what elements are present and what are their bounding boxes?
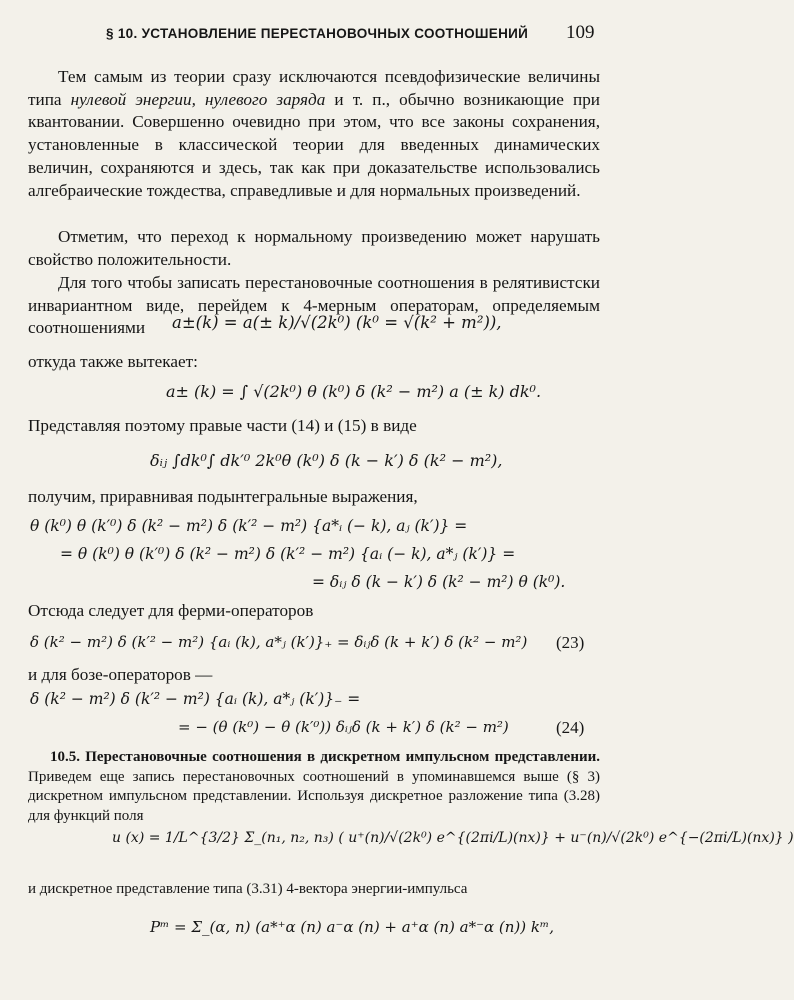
equation-24-number: (24) xyxy=(556,718,585,737)
equation-23: δ (k² − m²) δ (k′² − m²) {aᵢ (k), a*ⱼ (k′)}₊ = δᵢⱼδ (k + k′) δ (k² − m²) xyxy=(30,633,528,651)
text-boze: и для бозе-операторов — xyxy=(28,665,213,684)
equation-24-line1: δ (k² − m²) δ (k′² − m²) {aᵢ (k), a*ⱼ (k′)}₋ = xyxy=(30,690,361,708)
equation-a-pm: a±(k) = a(± k)/√(2k⁰) (k⁰ = √(k² + m²)), xyxy=(172,313,502,332)
text-diskretnoe: и дискретное представление типа (3.31) 4-вектора энергии-импульса xyxy=(28,881,468,897)
running-header: § 10. УСТАНОВЛЕНИЕ ПЕРЕСТАНОВОЧНЫХ СООТНОШЕНИЙ xyxy=(106,26,529,41)
text-poluchim: получим, приравнивая подынтегральные выражения, xyxy=(28,487,418,506)
equation-a-integral: a± (k) = ∫ √(2k⁰) θ (k⁰) δ (k² − m²) a (± k) dk⁰. xyxy=(166,382,542,401)
equation-energy-momentum: Pᵐ = Σ_(α, n) (a*⁺α (n) a⁻α (n) + a⁺α (n) a*⁻α (n)) kᵐ, xyxy=(150,918,554,936)
text-predstavlyaya: Представляя поэтому правые части (14) и (15) в виде xyxy=(28,416,417,435)
equation-theta-line3: = δᵢⱼ δ (k − k′) δ (k² − m²) θ (k⁰). xyxy=(312,573,566,591)
paragraph-1: Тем самым из теории сразу исключаются псевдофизические величины типа нулевой энергии, нулевого заряда и т. п., обычно возникающие при квантовании. Совершенно очевидно при этом, что все законы сохранения, установленные в классической теории для введенных динамических величин, сохраняются и здесь, так как при доказательстве использовались алгебраические тождества, справедливые и для нормальных произведений. xyxy=(28,67,600,200)
equation-theta-line2: = θ (k⁰) θ (k′⁰) δ (k² − m²) δ (k′² − m²) {aᵢ (− k), a*ⱼ (k′)} = xyxy=(60,545,516,563)
equation-24-line2: = − (θ (k⁰) − θ (k′⁰)) δᵢⱼδ (k + k′) δ (k² − m²) xyxy=(178,718,509,736)
equation-23-number: (23) xyxy=(556,633,585,652)
equation-theta-line1: θ (k⁰) θ (k′⁰) δ (k² − m²) δ (k′² − m²) {a*ᵢ (− k), aⱼ (k′)} = xyxy=(30,517,468,535)
section-10-5-title: 10.5. Перестановочные соотношения в дискретном импульсном представлении. xyxy=(50,749,600,765)
emphasis-terms: нулевой энергии, нулевого заряда xyxy=(70,89,326,109)
text-fermi: Отсюда следует для ферми-операторов xyxy=(28,601,314,620)
equation-field-expansion: u (x) = 1/L^{3/2} Σ_(n₁, n₂, n₃) ( u⁺(n)/√(2k⁰) e^{(2πi/L)(nx)} + u⁻(n)/√(2k⁰) e^{−(2πi/L)(nx)} ) xyxy=(112,830,794,846)
paragraph-2: Отметим, что переход к нормальному произведению может нарушать свойство положительности. xyxy=(28,227,600,269)
paragraph-3: Для того чтобы записать перестановочные соотношения в релятивистски инвариантном виде, перейдем к 4-мерным операторам, определяемым соотношениями xyxy=(28,273,600,338)
section-10-5: 10.5. Перестановочные соотношения в дискретном импульсном представлении. Приведем еще запись перестановочных соотношений в упоминавшемся выше (§ 3) дискретном импульсном представлении. Используя дискретное разложение типа (3.28) для функций поля xyxy=(28,749,600,824)
equation-delta-integral: δᵢⱼ ∫dk⁰∫ dk′⁰ 2k⁰θ (k⁰) δ (k − k′) δ (k² − m²), xyxy=(150,451,503,470)
page-number: 109 xyxy=(566,22,595,43)
text-otkuda: откуда также вытекает: xyxy=(28,352,198,371)
